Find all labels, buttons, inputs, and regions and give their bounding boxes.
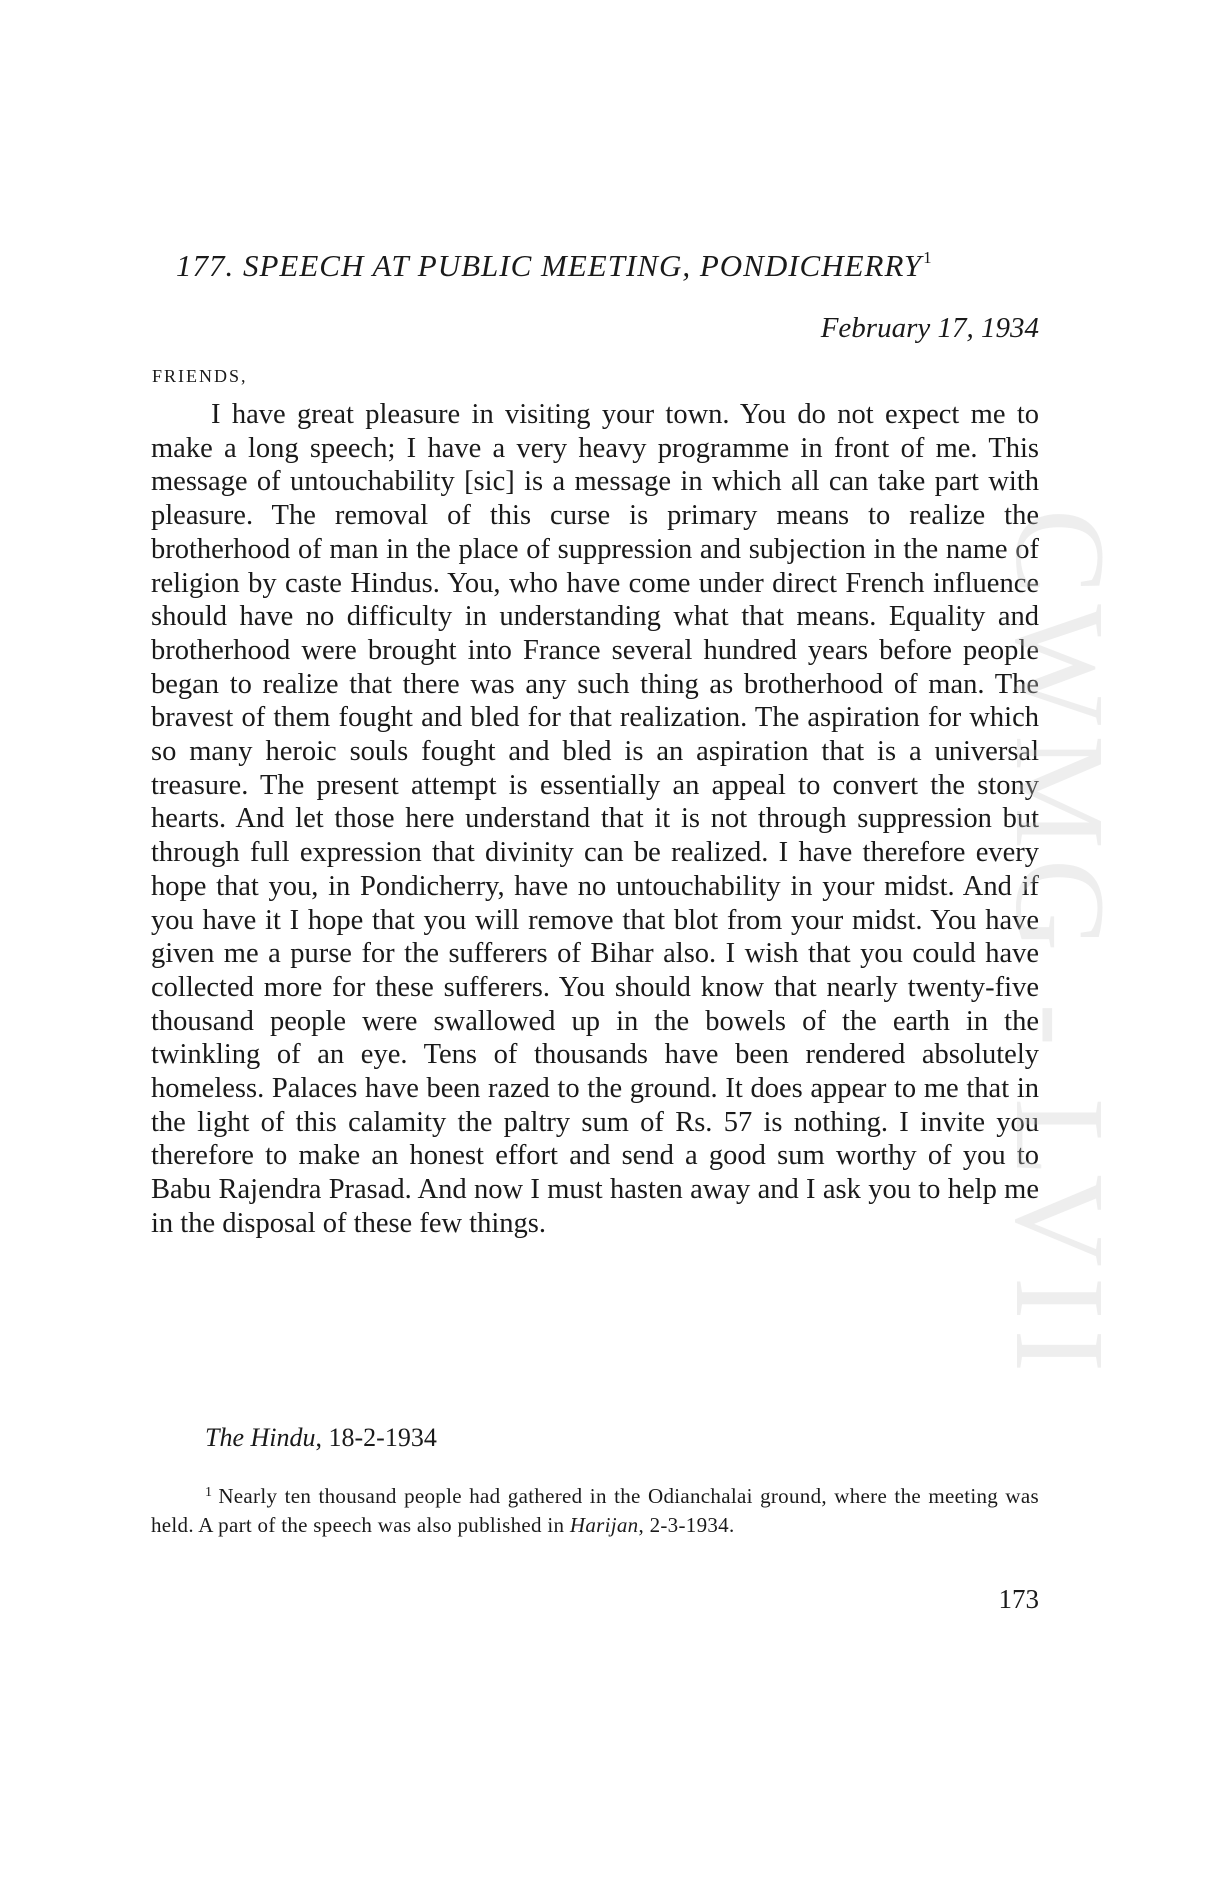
footnote-paragraph: [151, 1478, 1039, 1540]
title-text: 177. SPEECH AT PUBLIC MEETING, PONDICHERRY: [176, 248, 923, 283]
footnote-publication: Harijan: [569, 1513, 639, 1537]
footnote-text-after: , 2-3-1934.: [638, 1513, 735, 1537]
footnote-text-before: Nearly ten thousand people had gathered in the Odianchalai ground, where the meeting was held. A part of the speech was also published in: [151, 1484, 1039, 1537]
footnote-marker: 1: [205, 1485, 213, 1500]
source-publication: The Hindu: [205, 1423, 316, 1452]
source-date: , 18-2-1934: [315, 1423, 437, 1452]
body-paragraph: I have great pleasure in visiting your town. You do not expect me to make a long speech; I have a very heavy programme in front of me. This message of untouchability [sic] is a message in which all can take part with pleasure. The removal of this curse is primary means to realize the brotherhood of man in the place of suppression and subjection in the name of religion by caste Hindus. You, who have come under direct French influence should have no difficulty in understanding what that means. Equality and brotherhood were brought into France several hundred years before people began to realize that there was any such thing as brotherhood of man. The bravest of them fought and bled for that realization. The aspiration for which so many heroic souls fought and bled is an aspiration that is a universal treasure. The present attempt is essentially an appeal to convert the stony hearts. And let those here understand that it is not through suppression but through full expression that divinity can be realized. I have therefore every hope that you, in Pondicherry, have no untouchability in your midst. And if you have it I hope that you will remove that blot from your midst. You have given me a purse for the sufferers of Bihar also. I wish that you could have collected more for these sufferers. You should know that nearly twenty-five thousand people were swallowed up in the bowels of the earth in the twinkling of an eye. Tens of thousands have been rendered absolutely homeless. Palaces have been razed to the ground. It does appear to me that in the light of this calamity the paltry sum of Rs. 57 is nothing. I invite you therefore to make an honest effort and send a good sum worthy of you to Babu Rajendra Prasad. And now I must hasten away and I ask you to help me in the disposal of these few things.: [151, 399, 1039, 1239]
source-citation: [205, 1423, 437, 1453]
speech-body: [151, 398, 1039, 1241]
page-number: 173: [998, 1584, 1039, 1614]
title-footnote-marker: 1: [923, 248, 933, 267]
speech-date: February 17, 1934: [820, 312, 1039, 344]
salutation: FRIENDS,: [152, 366, 248, 386]
footnote: [151, 1478, 1039, 1540]
watermark-text: CWMG - LVII: [989, 508, 1132, 1382]
speech-title: [176, 248, 933, 284]
